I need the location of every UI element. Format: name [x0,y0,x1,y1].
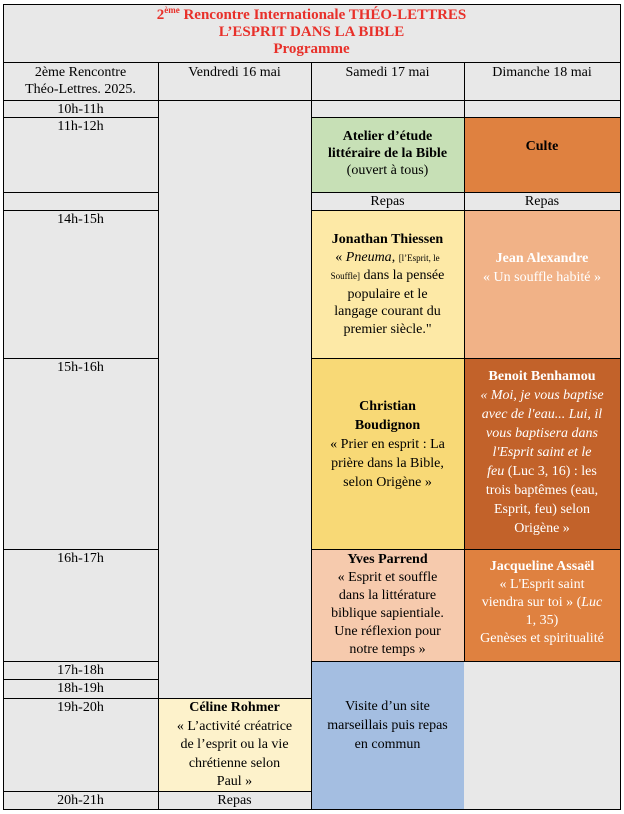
thiessen-session: Jonathan Thiessen « Pneuma, [l’Esprit, le Souffle] dans la pensée populaire et le langage courant du premier siècle." [311,231,464,338]
time-19h-20h: 19h-20h [57,700,104,715]
alexandre-session: Jean Alexandre « Un souffle habité » [464,249,620,287]
culte-session: Culte [525,139,559,154]
header-sunday: Dimanche 18 mai [492,65,592,80]
satsun-line-549 [311,549,620,550]
rohmer-session: Céline Rohmer « L’activité créatrice de l’esprit ou la vie chrétienne selon Paul » [158,699,311,792]
sunday-repas: Repas [524,194,560,209]
boudignon-speaker-2: Boudignon [354,418,421,433]
parrend-session: Yves Parrend « Esprit et souffle dans la littérature biblique sapientiale. Une réflexion pour notre temps » [311,551,464,659]
atelier-session: Atelier d’étude littéraire de la Bible (ouvert à tous) [327,129,448,178]
assael-speaker: Jacqueline Assaël [489,559,595,574]
time-line-192 [3,192,158,193]
sunday-empty-top [464,100,620,117]
satsun-line-661 [311,661,620,662]
satsun-line-210 [311,210,620,211]
header-corner: 2ème Rencontre Théo-Lettres. 2025. [25,65,136,97]
friday-repas: Repas [217,793,252,808]
parrend-speaker: Yves Parrend [347,552,428,567]
satsun-line-117 [311,117,620,118]
alexandre-speaker: Jean Alexandre [495,251,589,266]
assael-session: Jacqueline Assaël « L'Esprit saint viendra sur toi » (Luc 1, 35) Genèses et spiritualité [464,558,620,648]
time-10h-11h: 10h-11h [57,102,104,117]
time-16h-17h: 16h-17h [57,551,104,566]
header-friday: Vendredi 16 mai [188,65,281,80]
benhamou-speaker: Benoit Benhamou [488,369,596,384]
thiessen-speaker: Jonathan Thiessen [331,232,444,247]
time-17h-18h: 17h-18h [57,663,104,678]
boudignon-session: Christian Boudignon « Prier en esprit : La prière dans la Bible, selon Origène » [311,397,464,492]
rohmer-speaker: Céline Rohmer [189,700,280,715]
title-line-2: L’ESPRIT DANS LA BIBLE [218,24,405,40]
boudignon-speaker-1: Christian [359,399,416,414]
time-14h-15h: 14h-15h [57,212,104,227]
friday-column [158,100,311,698]
title-line-1: 2ème Rencontre Internationale THÉO-LETTRES [156,5,467,23]
title-line-3: Programme [273,41,350,57]
benhamou-session: Benoit Benhamou « Moi, je vous baptise avec de l'eau... Lui, il vous baptisera dans l'Esprit saint et le feu (Luc 3, 16) : les trois baptêmes (eau, Esprit, feu) selon Origène » [464,367,620,538]
saturday-repas: Repas [370,194,405,209]
border-right [620,4,621,810]
border-top [3,4,620,5]
time-15h-16h: 15h-16h [57,360,104,375]
visite-session: Visite d’un site marseillais puis repas en commun [327,699,448,752]
page-title [3,5,620,57]
saturday-empty [311,100,464,117]
time-11h-12h: 11h-12h [57,119,104,134]
time-18h-19h: 18h-19h [57,681,104,696]
time-20h-21h: 20h-21h [57,793,104,808]
sunday-empty-bottom [464,661,620,809]
satsun-line-358 [311,358,620,359]
header-saturday: Samedi 17 mai [345,65,430,80]
